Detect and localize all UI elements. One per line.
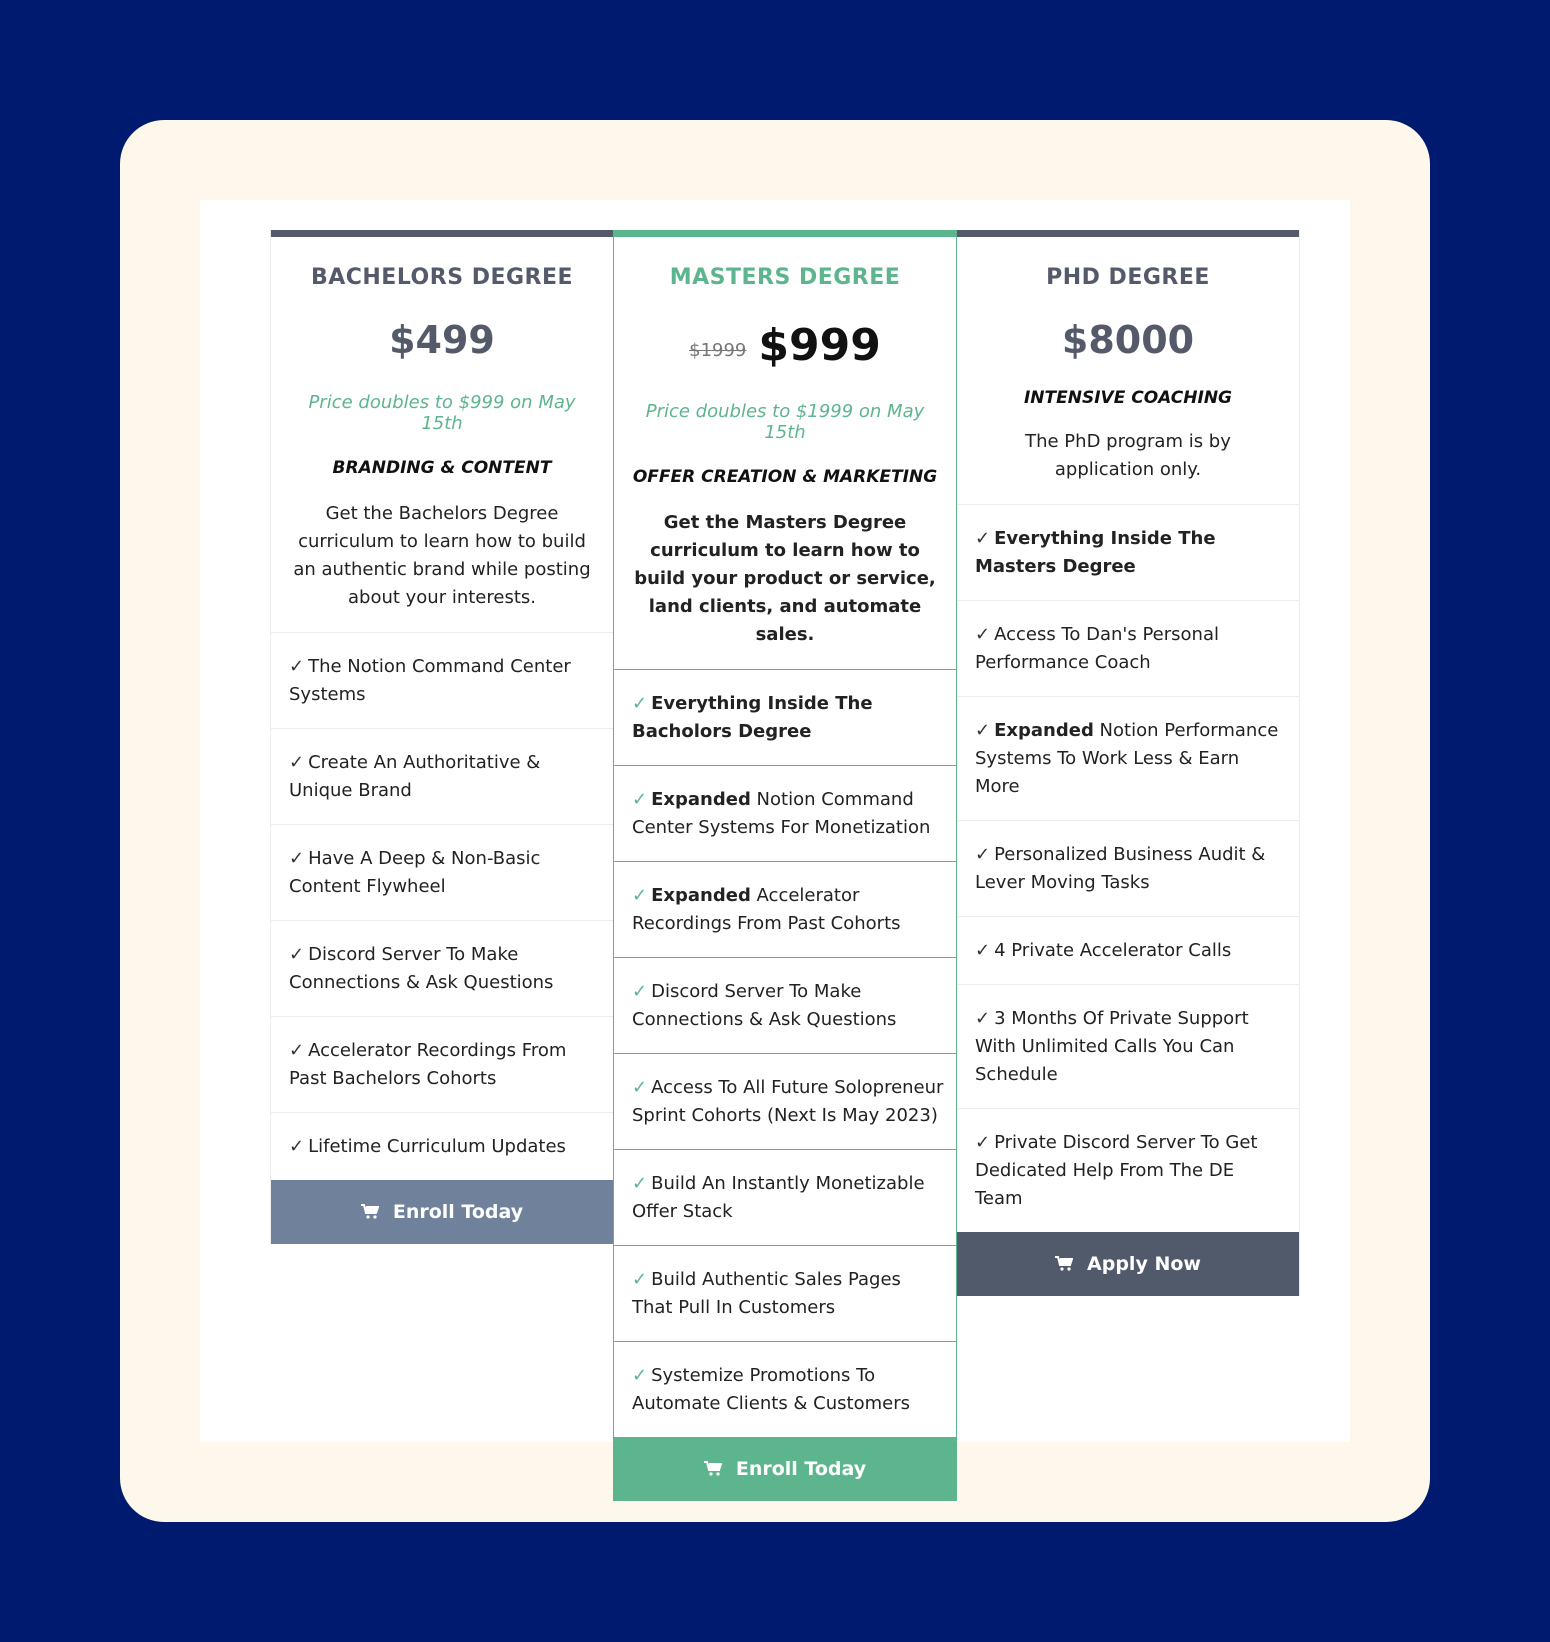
check-icon: ✓: [975, 720, 991, 741]
list-item: ✓ Access To Dan's Personal Performance Coach: [957, 600, 1299, 696]
plan-title: MASTERS DEGREE: [669, 265, 901, 290]
feature-list: [614, 669, 956, 1437]
plan-subtitle: BRANDING & CONTENT: [332, 458, 552, 478]
list-item: ✓ Lifetime Curriculum Updates: [271, 1112, 613, 1180]
pricing-table: [270, 230, 1300, 1501]
plan-title: PHD DEGREE: [1046, 265, 1210, 290]
pricing-card: [120, 120, 1430, 1522]
plan-description: Get the Masters Degree curriculum to learn how to build your product or service, land clients, and automate sales.: [634, 512, 936, 645]
plan-price: $8000: [1061, 318, 1195, 362]
check-icon: ✓: [632, 789, 648, 810]
list-item: ✓ Create An Authoritative & Unique Brand: [271, 728, 613, 824]
plan-price: $999: [758, 320, 881, 371]
enroll-masters-button[interactable]: [613, 1437, 957, 1501]
pricing-panel: [200, 200, 1350, 1480]
check-icon: ✓: [289, 1136, 305, 1157]
check-icon: ✓: [289, 944, 305, 965]
list-item: ✓ Expanded Accelerator Recordings From Past Cohorts: [614, 861, 956, 957]
plan-description: Get the Bachelors Degree curriculum to learn how to build an authentic brand while posting about your interests.: [293, 503, 591, 608]
enroll-bachelors-button[interactable]: [271, 1180, 613, 1244]
check-icon: ✓: [632, 1077, 648, 1098]
plan-price: $499: [389, 318, 495, 362]
plan-top-bar: [613, 230, 957, 237]
button-label: Enroll Today: [392, 1201, 524, 1223]
check-icon: ✓: [632, 693, 648, 714]
plan-phd: [957, 230, 1300, 1296]
plan-subtitle: OFFER CREATION & MARKETING: [632, 467, 938, 487]
price-note: Price doubles to $1999 on May 15th: [645, 401, 925, 443]
check-icon: ✓: [632, 885, 648, 906]
cart-icon: [1055, 1256, 1073, 1272]
list-item: ✓ Everything Inside The Masters Degree: [957, 504, 1299, 600]
check-icon: ✓: [975, 1132, 991, 1153]
apply-now-button[interactable]: [957, 1232, 1299, 1296]
list-item: ✓ Access To All Future Solopreneur Sprint Cohorts (Next Is May 2023): [614, 1053, 956, 1149]
check-icon: ✓: [289, 656, 305, 677]
check-icon: ✓: [975, 940, 991, 961]
plan-price-block: [632, 320, 938, 371]
list-item: ✓ 3 Months Of Private Support With Unlimited Calls You Can Schedule: [957, 984, 1299, 1108]
price-note: Price doubles to $999 on May 15th: [308, 392, 576, 434]
plan-masters: [613, 230, 957, 1501]
button-label: Enroll Today: [735, 1458, 867, 1480]
check-icon: ✓: [289, 752, 305, 773]
plan-bachelors: [270, 230, 613, 1244]
list-item: ✓ Systemize Promotions To Automate Clients & Customers: [614, 1341, 956, 1437]
feature-list: [271, 632, 613, 1180]
plan-title: BACHELORS DEGREE: [310, 265, 574, 290]
list-item: ✓ Build Authentic Sales Pages That Pull In Customers: [614, 1245, 956, 1341]
check-icon: ✓: [975, 1008, 991, 1029]
check-icon: ✓: [975, 844, 991, 865]
button-label: Apply Now: [1087, 1253, 1201, 1275]
plan-top-bar: [271, 230, 613, 237]
check-icon: ✓: [289, 848, 305, 869]
check-icon: ✓: [632, 1365, 648, 1386]
check-icon: ✓: [632, 1269, 648, 1290]
cart-icon: [361, 1204, 379, 1220]
list-item: ✓ 4 Private Accelerator Calls: [957, 916, 1299, 984]
list-item: ✓ Discord Server To Make Connections & Ask Questions: [614, 957, 956, 1053]
list-item: ✓ Private Discord Server To Get Dedicated Help From The DE Team: [957, 1108, 1299, 1232]
plan-description: The PhD program is by application only.: [1025, 431, 1231, 480]
check-icon: ✓: [975, 528, 991, 549]
plan-header: [957, 237, 1299, 504]
check-icon: ✓: [632, 981, 648, 1002]
list-item: ✓ Have A Deep & Non-Basic Content Flywheel: [271, 824, 613, 920]
plan-subtitle: INTENSIVE COACHING: [1023, 388, 1233, 408]
list-item: ✓ Expanded Notion Command Center Systems For Monetization: [614, 765, 956, 861]
list-item: ✓ Discord Server To Make Connections & Ask Questions: [271, 920, 613, 1016]
plan-header: [271, 237, 613, 632]
plan-top-bar: [957, 230, 1299, 237]
check-icon: ✓: [632, 1173, 648, 1194]
list-item: ✓ Build An Instantly Monetizable Offer Stack: [614, 1149, 956, 1245]
list-item: ✓ Everything Inside The Bacholors Degree: [614, 669, 956, 765]
feature-list: [957, 504, 1299, 1232]
plan-header: [614, 237, 956, 669]
list-item: ✓ Expanded Notion Performance Systems To Work Less & Earn More: [957, 696, 1299, 820]
old-price: $1999: [689, 340, 747, 361]
list-item: ✓ Accelerator Recordings From Past Bachelors Cohorts: [271, 1016, 613, 1112]
list-item: ✓ Personalized Business Audit & Lever Moving Tasks: [957, 820, 1299, 916]
list-item: ✓ The Notion Command Center Systems: [271, 632, 613, 728]
check-icon: ✓: [975, 624, 991, 645]
check-icon: ✓: [289, 1040, 305, 1061]
cart-icon: [704, 1461, 722, 1477]
